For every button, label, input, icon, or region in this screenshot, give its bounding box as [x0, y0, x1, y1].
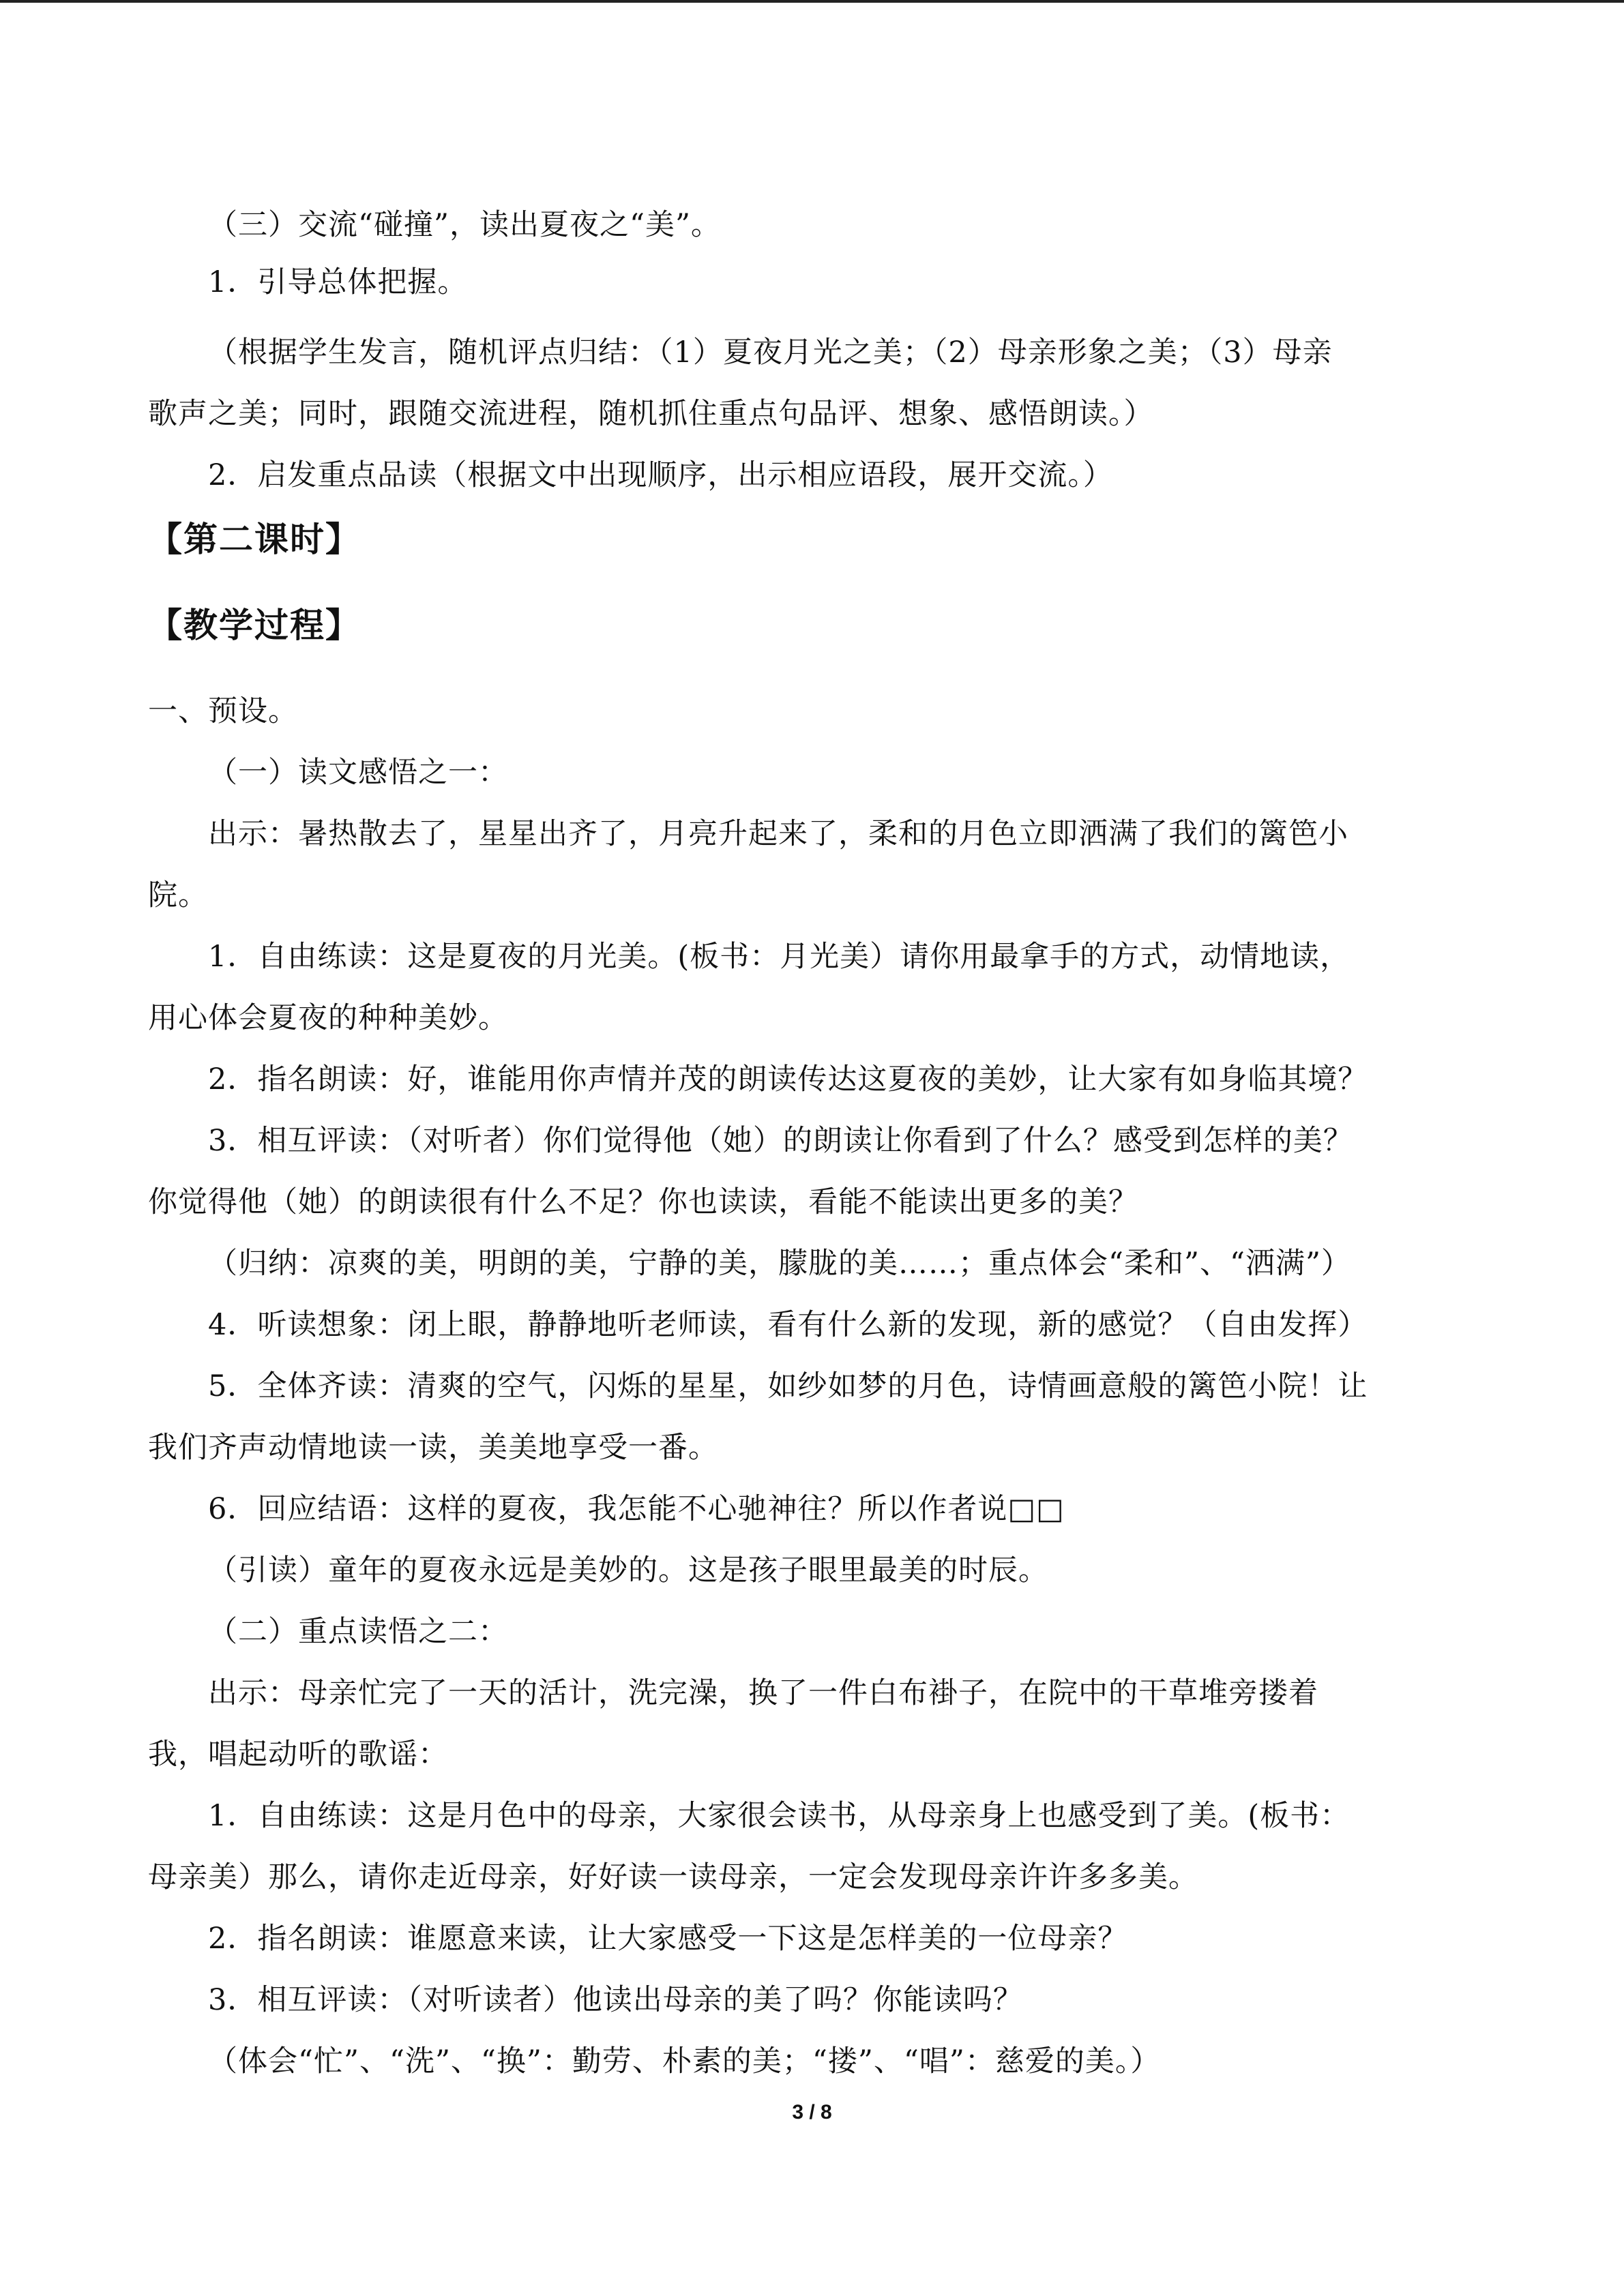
- paragraph-line: （二）重点读悟之二：: [208, 1615, 508, 1649]
- paragraph-line: 用心体会夏夜的种种美妙。: [148, 1001, 508, 1035]
- paragraph-line: （引读）童年的夏夜永远是美妙的。这是孩子眼里最美的时辰。: [208, 1553, 1048, 1587]
- paragraph-line: 院。: [148, 878, 208, 912]
- paragraph-line: 3．相互评读：（对听者）你们觉得他（她）的朗读让你看到了什么？感受到怎样的美？: [208, 1124, 1353, 1158]
- paragraph-line: 我们齐声动情地读一读，美美地享受一番。: [148, 1431, 718, 1465]
- paragraph-line: 1．引导总体把握。: [208, 265, 468, 299]
- paragraph-line: 3．相互评读：（对听读者）他读出母亲的美了吗？你能读吗？: [208, 1983, 1023, 2017]
- top-border-rule: [0, 0, 1624, 3]
- paragraph-line: 2．指名朗读：好，谁能用你声情并茂的朗读传达这夏夜的美妙，让大家有如身临其境？: [208, 1062, 1368, 1097]
- paragraph-line: 5．全体齐读：清爽的空气，闪烁的星星，如纱如梦的月色，诗情画意般的篱笆小院！让: [208, 1369, 1368, 1403]
- page-number: 3 / 8: [792, 2101, 832, 2123]
- paragraph-line: 4．听读想象：闭上眼，静静地听老师读，看有什么新的发现，新的感觉？（自由发挥）: [208, 1308, 1368, 1342]
- paragraph-line: 出示：母亲忙完了一天的活计，洗完澡，换了一件白布褂子，在院中的干草堆旁搂着: [208, 1676, 1318, 1710]
- paragraph-line: 2．指名朗读：谁愿意来读，让大家感受一下这是怎样美的一位母亲？: [208, 1922, 1128, 1956]
- paragraph-line: 你觉得他（她）的朗读很有什么不足？你也读读，看能不能读出更多的美？: [148, 1185, 1138, 1219]
- paragraph-line: （体会“忙”、“洗”、“换”：勤劳、朴素的美；“搂”、“唱”：慈爱的美。）: [208, 2044, 1161, 2078]
- paragraph-line: （根据学生发言，随机评点归结：（1）夏夜月光之美；（2）母亲形象之美；（3）母亲: [208, 336, 1333, 370]
- paragraph-line: 出示：暑热散去了，星星出齐了，月亮升起来了，柔和的月色立即洒满了我们的篱笆小: [208, 817, 1348, 851]
- process-heading: 【教学过程】: [148, 606, 361, 645]
- paragraph-line: 歌声之美；同时，跟随交流进程，随机抓住重点句品评、想象、感悟朗读。）: [148, 397, 1154, 431]
- section-heading-exchange: （三）交流“碰撞”，读出夏夜之“美”。: [208, 208, 721, 242]
- paragraph-line: 1．自由练读：这是夏夜的月光美。(板书：月光美）请你用最拿手的方式，动情地读，: [208, 940, 1350, 974]
- lesson-heading: 【第二课时】: [148, 520, 361, 559]
- paragraph-line: 6．回应结语：这样的夏夜，我怎能不心驰神往？所以作者说□□: [208, 1492, 1065, 1526]
- paragraph-line: （归纳：凉爽的美，明朗的美，宁静的美，朦胧的美……；重点体会“柔和”、“洒满”）: [208, 1247, 1351, 1281]
- paragraph-line: 1．自由练读：这是月色中的母亲，大家很会读书，从母亲身上也感受到了美。(板书：: [208, 1799, 1350, 1833]
- paragraph-line: （一）读文感悟之一：: [208, 756, 508, 790]
- paragraph-line: 一、预设。: [148, 694, 298, 728]
- paragraph-line: 母亲美）那么，请你走近母亲，好好读一读母亲，一定会发现母亲许许多多美。: [148, 1860, 1198, 1894]
- paragraph-line: 我，唱起动听的歌谣：: [148, 1738, 448, 1772]
- paragraph-line: 2．启发重点品读（根据文中出现顺序，出示相应语段，展开交流。）: [208, 458, 1113, 492]
